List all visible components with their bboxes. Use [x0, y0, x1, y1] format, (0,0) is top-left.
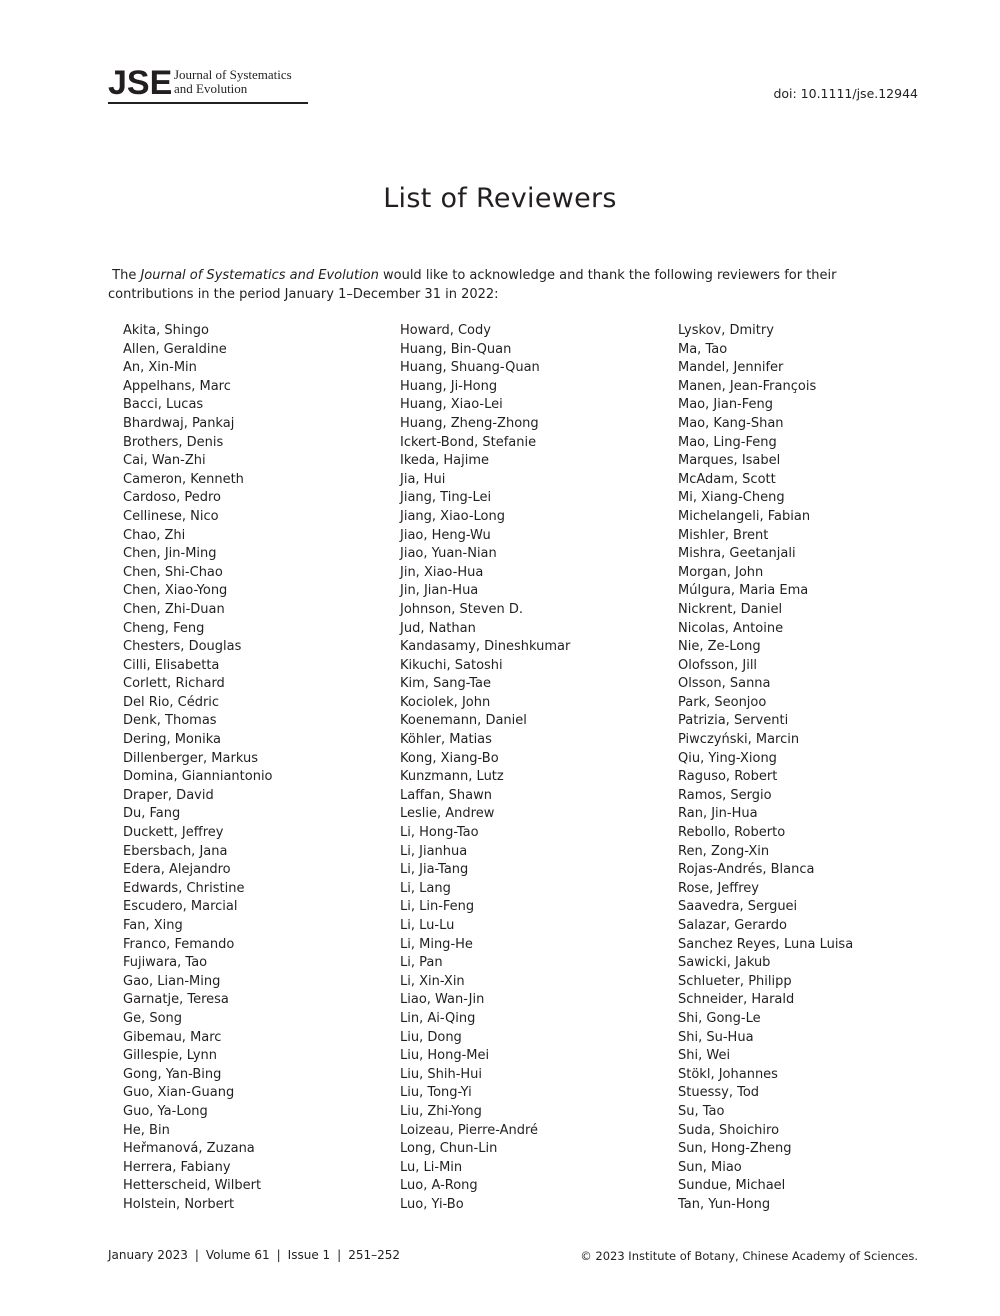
reviewer-name: Ran, Jin-Hua — [678, 806, 758, 822]
reviewer-name: Nickrent, Daniel — [678, 601, 783, 617]
reviewer-name: Gillespie, Lynn — [123, 1048, 218, 1064]
reviewer-name: Cardoso, Pedro — [123, 490, 221, 506]
reviewer-column-1 — [123, 322, 273, 1215]
reviewer-name: Salazar, Gerardo — [678, 918, 787, 933]
reviewer-name: Gao, Lian-Ming — [123, 973, 221, 989]
footer-issue: Issue 1 — [287, 1248, 331, 1262]
reviewer-name: Rojas-Andrés, Blanca — [678, 862, 815, 878]
reviewer-name: Qiu, Ying-Xiong — [678, 750, 777, 766]
reviewer-name: Jiang, Xiao-Long — [400, 508, 505, 524]
reviewer-name: An, Xin-Min — [123, 360, 197, 376]
journal-name — [174, 68, 292, 96]
reviewer-name: Mishler, Brent — [678, 527, 769, 543]
footer-citation — [108, 1248, 400, 1262]
reviewer-name: Liu, Hong-Mei — [400, 1048, 490, 1064]
reviewer-name: McAdam, Scott — [678, 471, 776, 487]
reviewer-name: Sanchez Reyes, Luna Luisa — [678, 936, 854, 952]
reviewer-name: Rose, Jeffrey — [678, 880, 759, 896]
reviewer-name: Brothers, Denis — [123, 434, 224, 450]
reviewer-name: Mi, Xiang-Cheng — [678, 490, 785, 506]
reviewer-name: Tan, Yun-Hong — [678, 1196, 771, 1212]
reviewer-name: Mao, Jian-Feng — [678, 397, 773, 413]
reviewer-name: Gong, Yan-Bing — [123, 1066, 222, 1082]
reviewer-name: Kong, Xiang-Bo — [400, 750, 499, 766]
reviewer-name: Fujiwara, Tao — [123, 955, 208, 971]
reviewer-name: Guo, Xian-Guang — [123, 1085, 235, 1101]
reviewer-name: Chen, Jin-Ming — [123, 546, 217, 562]
reviewer-name: Stuessy, Tod — [678, 1085, 760, 1101]
reviewer-name: Chen, Shi-Chao — [123, 564, 223, 580]
reviewer-name: Gibemau, Marc — [123, 1029, 222, 1045]
reviewer-name: Park, Seonjoo — [678, 694, 767, 710]
reviewer-name: Huang, Ji-Hong — [400, 378, 498, 394]
reviewer-name: Mishra, Geetanjali — [678, 546, 796, 562]
reviewer-name: Piwczyński, Marcin — [678, 732, 800, 748]
reviewer-name: Nie, Ze-Long — [678, 639, 761, 655]
journal-name-line-2: and Evolution — [174, 81, 248, 96]
reviewer-name: Fan, Xing — [123, 918, 183, 933]
reviewer-name: Chao, Zhi — [123, 527, 186, 543]
reviewer-name: Dillenberger, Markus — [123, 750, 258, 766]
reviewer-name: Nicolas, Antoine — [678, 620, 784, 636]
footer-separator: | — [337, 1248, 342, 1262]
reviewer-name: Garnatje, Teresa — [123, 992, 229, 1008]
reviewer-name: Saavedra, Serguei — [678, 899, 798, 915]
reviewer-name: Li, Jia-Tang — [400, 862, 469, 878]
reviewer-name: Luo, A-Rong — [400, 1178, 478, 1194]
reviewer-name: Herrera, Fabiany — [123, 1159, 231, 1175]
reviewer-name: Lu, Li-Min — [400, 1159, 463, 1175]
reviewer-name: Morgan, John — [678, 564, 764, 580]
reviewer-name: Cilli, Elisabetta — [123, 657, 220, 673]
footer-separator: | — [194, 1248, 199, 1262]
reviewer-name: Edwards, Christine — [123, 880, 245, 896]
reviewer-name: Bhardwaj, Pankaj — [123, 415, 235, 431]
reviewer-name: Shi, Gong-Le — [678, 1010, 761, 1026]
reviewer-name: Johnson, Steven D. — [400, 601, 524, 617]
reviewer-name: Sundue, Michael — [678, 1178, 786, 1194]
reviewer-name: Bacci, Lucas — [123, 397, 204, 413]
reviewer-name: Li, Lu-Lu — [400, 918, 455, 933]
reviewer-name: Li, Lin-Feng — [400, 899, 475, 915]
reviewer-name: Li, Lang — [400, 880, 451, 896]
reviewer-name: Michelangeli, Fabian — [678, 508, 811, 524]
reviewer-name: Liu, Dong — [400, 1029, 462, 1045]
reviewer-name: Du, Fang — [123, 806, 181, 822]
reviewer-name: Kunzmann, Lutz — [400, 769, 504, 785]
journal-logo: JSE — [108, 64, 173, 102]
reviewer-name: Guo, Ya-Long — [123, 1103, 208, 1119]
reviewer-name: Suda, Shoichiro — [678, 1122, 780, 1138]
reviewer-name: Long, Chun-Lin — [400, 1141, 498, 1157]
reviewer-name: Jiao, Yuan-Nian — [400, 546, 497, 562]
reviewer-name: Cellinese, Nico — [123, 508, 219, 524]
footer-separator: | — [276, 1248, 281, 1262]
reviewer-name: Sun, Hong-Zheng — [678, 1141, 792, 1157]
reviewer-name: Jin, Xiao-Hua — [400, 564, 484, 580]
reviewer-name: Ebersbach, Jana — [123, 843, 228, 859]
reviewer-column-2 — [400, 322, 570, 1215]
doi[interactable]: doi: 10.1111/jse.12944 — [773, 86, 918, 101]
reviewer-name: Liu, Tong-Yi — [400, 1085, 472, 1101]
reviewer-name: Su, Tao — [678, 1103, 725, 1119]
reviewer-name: Loizeau, Pierre-André — [400, 1122, 539, 1138]
page-title: List of Reviewers — [383, 183, 617, 214]
reviewer-name: Rebollo, Roberto — [678, 825, 786, 841]
reviewer-name: Li, Pan — [400, 955, 443, 971]
reviewer-name: Kandasamy, Dineshkumar — [400, 639, 571, 655]
reviewer-name: Shi, Su-Hua — [678, 1029, 754, 1045]
reviewer-name: Ma, Tao — [678, 341, 728, 357]
reviewer-name: Kociolek, John — [400, 694, 491, 710]
reviewer-column-3 — [678, 322, 853, 1215]
reviewer-name: Kikuchi, Satoshi — [400, 657, 503, 673]
reviewer-name: Escudero, Marcial — [123, 899, 238, 915]
reviewer-name: Shi, Wei — [678, 1048, 731, 1064]
reviewer-name: Liu, Shih-Hui — [400, 1066, 483, 1082]
reviewer-name: Koenemann, Daniel — [400, 713, 527, 729]
reviewer-name: Dering, Monika — [123, 732, 222, 748]
reviewer-name: Draper, David — [123, 787, 214, 803]
reviewer-name: Allen, Geraldine — [123, 341, 227, 357]
footer-volume: Volume 61 — [205, 1248, 270, 1262]
intro-prefix: The — [112, 268, 141, 283]
reviewer-name: Mandel, Jennifer — [678, 360, 784, 376]
reviewer-name: Del Rio, Cédric — [123, 694, 220, 710]
reviewer-name: Sawicki, Jakub — [678, 955, 771, 971]
reviewer-name: Huang, Shuang-Quan — [400, 360, 540, 376]
reviewer-name: Köhler, Matias — [400, 732, 492, 748]
reviewer-name: Ikeda, Hajime — [400, 453, 490, 469]
reviewer-name: Holstein, Norbert — [123, 1196, 235, 1212]
reviewer-name: Chesters, Douglas — [123, 639, 242, 655]
footer-pages: 251–252 — [348, 1248, 401, 1262]
reviewer-name: Franco, Femando — [123, 936, 235, 952]
reviewer-name: Jin, Jian-Hua — [400, 583, 479, 599]
reviewer-name: Li, Jianhua — [400, 843, 468, 859]
reviewer-name: Luo, Yi-Bo — [400, 1196, 464, 1212]
journal-name-line-1: Journal of Systematics — [174, 67, 292, 82]
reviewer-name: Olofsson, Jill — [678, 657, 758, 673]
reviewer-name: Mao, Ling-Feng — [678, 434, 777, 450]
reviewer-name: Laffan, Shawn — [400, 787, 492, 803]
reviewer-name: Appelhans, Marc — [123, 378, 231, 394]
reviewer-name: Stökl, Johannes — [678, 1066, 778, 1082]
reviewer-name: Múlgura, Maria Ema — [678, 583, 809, 599]
reviewer-name: Olsson, Sanna — [678, 676, 771, 692]
reviewer-name: Chen, Xiao-Yong — [123, 583, 228, 599]
intro-suffix: would like to acknowledge and thank the following reviewers for their contributions in the period January 1–December 31 in 2022: — [108, 268, 837, 302]
reviewer-name: Li, Ming-He — [400, 936, 473, 952]
reviewer-name: Howard, Cody — [400, 323, 491, 338]
reviewer-name: Marques, Isabel — [678, 453, 781, 469]
reviewer-name: Cameron, Kenneth — [123, 471, 244, 487]
reviewer-name: Lyskov, Dmitry — [678, 323, 774, 338]
reviewer-name: Domina, Gianniantonio — [123, 769, 273, 785]
reviewer-name: Lin, Ai-Qing — [400, 1010, 476, 1026]
reviewer-name: Kim, Sang-Tae — [400, 676, 492, 692]
reviewer-name: Patrizia, Serventi — [678, 713, 789, 729]
reviewer-name: Raguso, Robert — [678, 769, 778, 785]
journal-header — [108, 66, 308, 104]
reviewer-name: Huang, Zheng-Zhong — [400, 415, 539, 431]
reviewer-name: Ren, Zong-Xin — [678, 843, 770, 859]
reviewer-name: Heřmanová, Zuzana — [123, 1141, 255, 1157]
reviewer-name: Akita, Shingo — [123, 323, 209, 338]
reviewer-name: Edera, Alejandro — [123, 862, 231, 878]
intro-journal-name: Journal of Systematics and Evolution — [140, 268, 379, 283]
reviewer-name: He, Bin — [123, 1122, 170, 1138]
reviewer-name: Li, Xin-Xin — [400, 973, 465, 989]
reviewer-name: Huang, Xiao-Lei — [400, 397, 503, 413]
reviewer-name: Huang, Bin-Quan — [400, 341, 512, 357]
reviewer-name: Duckett, Jeffrey — [123, 825, 224, 841]
reviewer-name: Jud, Nathan — [400, 620, 476, 636]
reviewer-name: Liao, Wan-Jin — [400, 992, 485, 1008]
intro-paragraph — [108, 266, 920, 304]
reviewer-name: Cheng, Feng — [123, 620, 205, 636]
reviewer-name: Mao, Kang-Shan — [678, 415, 784, 431]
reviewer-name: Jiang, Ting-Lei — [400, 490, 492, 506]
reviewer-name: Schlueter, Philipp — [678, 973, 792, 989]
reviewer-name: Cai, Wan-Zhi — [123, 453, 206, 469]
reviewer-name: Hetterscheid, Wilbert — [123, 1178, 262, 1194]
reviewer-name: Jia, Hui — [400, 471, 446, 487]
reviewer-name: Liu, Zhi-Yong — [400, 1103, 482, 1119]
footer-copyright: © 2023 Institute of Botany, Chinese Academy of Sciences. — [580, 1249, 918, 1263]
reviewer-name: Ge, Song — [123, 1010, 183, 1026]
reviewer-name: Corlett, Richard — [123, 676, 225, 692]
reviewer-name: Schneider, Harald — [678, 992, 795, 1008]
reviewer-name: Ickert-Bond, Stefanie — [400, 434, 537, 450]
reviewer-name: Ramos, Sergio — [678, 787, 772, 803]
header-rule — [108, 102, 308, 104]
footer-date: January 2023 — [108, 1248, 188, 1262]
reviewer-name: Manen, Jean-François — [678, 378, 817, 394]
reviewer-name: Chen, Zhi-Duan — [123, 601, 225, 617]
reviewer-name: Denk, Thomas — [123, 713, 217, 729]
reviewer-name: Li, Hong-Tao — [400, 825, 479, 841]
reviewer-name: Leslie, Andrew — [400, 806, 495, 822]
reviewer-name: Jiao, Heng-Wu — [400, 527, 491, 543]
reviewer-name: Sun, Miao — [678, 1159, 742, 1175]
